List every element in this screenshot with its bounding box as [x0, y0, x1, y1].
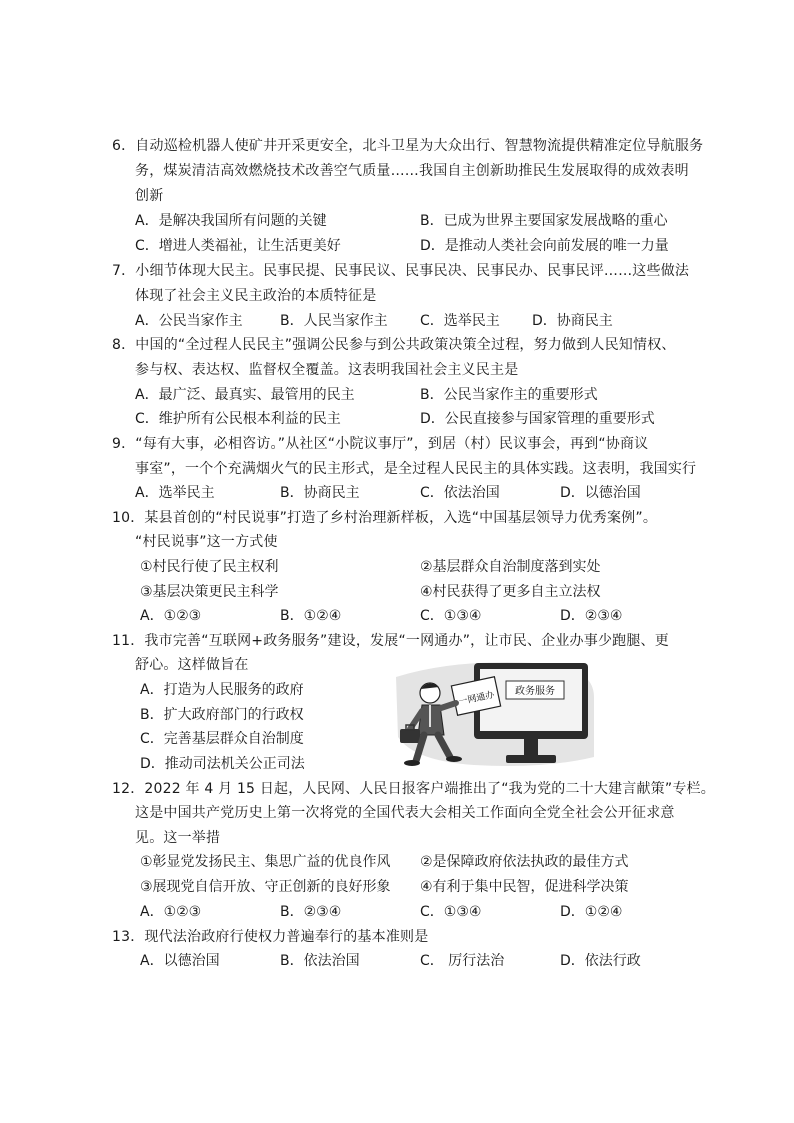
q12-option-c: C．①③④ — [420, 904, 482, 920]
q12-statement-3: ③展现党自信开放、守正创新的良好形象 — [140, 879, 391, 895]
q7-option-d: D．协商民主 — [532, 313, 613, 329]
q11-option-d: D．推动司法机关公正司法 — [140, 756, 305, 772]
q9-option-a: A．选举民主 — [135, 485, 215, 501]
q12-statement-4: ④有利于集中民智，促进科学决策 — [420, 879, 629, 895]
q9-option-c: C．依法治国 — [420, 485, 500, 501]
q13-option-a: A．以德治国 — [140, 953, 220, 969]
q8-option-b: B．公民当家作主的重要形式 — [420, 387, 598, 403]
q6-stem-line3: 创新 — [135, 188, 164, 204]
q12-statement-1: ①彰显党发扬民主、集思广益的优良作风 — [140, 854, 391, 870]
q10-statement-4: ④村民获得了更多自主立法权 — [420, 584, 601, 600]
q11-option-b: B．扩大政府部门的行政权 — [140, 707, 304, 723]
q11-stem-line1: 11．我市完善“互联网+政务服务”建设，发展“一网通办”，让市民、企业办事少跑腿、更 — [112, 633, 669, 649]
q8-stem-line2: 参与权、表达权、监督权全覆盖。这表明我国社会主义民主是 — [135, 362, 519, 378]
q7-stem-line1: 7．小细节体现大民主。民事民提、民事民议、民事民决、民事民办、民事民评……这些做法 — [112, 263, 690, 279]
q6-option-a: A．是解决我国所有问题的关键 — [135, 213, 327, 229]
q10-statement-2: ②基层群众自治制度落到实处 — [420, 559, 601, 575]
q7-option-b: B．人民当家作主 — [280, 313, 388, 329]
q9-stem-line1: 9．“每有大事，必相咨访。”从社区“小院议事厅”，到居（村）民议事会，再到“协商议 — [112, 436, 649, 452]
monitor-base — [506, 755, 556, 763]
monitor-stand — [524, 739, 538, 757]
q6-option-c: C．增进人类福祉，让生活更美好 — [135, 238, 341, 254]
q6-option-d: D．是推动人类社会向前发展的唯一力量 — [420, 238, 669, 254]
screen-text: 政务服务 — [515, 686, 555, 697]
q12-option-b: B．②③④ — [280, 904, 342, 920]
q6-option-b: B．已成为世界主要国家发展战略的重心 — [420, 213, 668, 229]
q6-stem-line2: 务，煤炭清洁高效燃烧技术改善空气质量……我国自主创新助推民生发展取得的成效表明 — [135, 163, 689, 179]
q12-stem-line3: 见。这一举措 — [135, 830, 221, 846]
q12-stem-line1: 12．2022 年 4 月 15 日起，人民网、人民日报客户端推出了“我为党的二十大建言献策”专栏。 — [112, 781, 715, 797]
q12-option-a: A．①②③ — [140, 904, 202, 920]
q11-stem-line2: 舒心。这样做旨在 — [135, 657, 249, 673]
q10-option-d: D．②③④ — [560, 608, 623, 624]
q8-option-a: A．最广泛、最真实、最管用的民主 — [135, 387, 355, 403]
q12-statement-2: ②是保障政府依法执政的最佳方式 — [420, 854, 629, 870]
q10-option-a: A．①②③ — [140, 608, 202, 624]
q12-option-d: D．①②④ — [560, 904, 623, 920]
q13-option-d: D．依法行政 — [560, 953, 641, 969]
q8-stem-line1: 8．中国的“全过程人民民主”强调公民参与到公共政策决策全过程，努力做到人民知情权、 — [112, 337, 676, 353]
q9-option-b: B．协商民主 — [280, 485, 360, 501]
q8-option-c: C．维护所有公民根本利益的民主 — [135, 411, 341, 427]
q10-stem-line1: 10．某县首创的“村民说事”打造了乡村治理新样板，入选“中国基层领导力优秀案例”。 — [112, 510, 658, 526]
q9-option-d: D．以德治国 — [560, 485, 641, 501]
q10-stem-line2: “村民说事”这一方式使 — [135, 534, 278, 550]
q13-stem-line1: 13．现代法治政府行使权力普遍奉行的基本准则是 — [112, 929, 429, 945]
q11-option-a: A．打造为人民服务的政府 — [140, 682, 304, 698]
q10-option-c: C．①③④ — [420, 608, 482, 624]
q8-option-d: D．公民直接参与国家管理的重要形式 — [420, 411, 655, 427]
q11-illustration — [394, 657, 596, 773]
q6-stem-line1: 6．自动巡检机器人使矿井开采更安全，北斗卫星为大众出行、智慧物流提供精准定位导航服务 — [112, 138, 704, 154]
q13-option-c: C． 厉行法治 — [420, 953, 505, 969]
q10-option-b: B．①②④ — [280, 608, 342, 624]
q13-option-b: B．依法治国 — [280, 953, 360, 969]
sign-text: 一网通办 — [457, 690, 496, 708]
q7-stem-line2: 体现了社会主义民主政治的本质特征是 — [135, 288, 377, 304]
q10-statement-3: ③基层决策更民主科学 — [140, 584, 279, 600]
q7-option-a: A．公民当家作主 — [135, 313, 243, 329]
q9-stem-line2: 事室”，一个个充满烟火气的民主形式，是全过程人民民主的具体实践。这表明，我国实行 — [135, 461, 697, 477]
q11-option-c: C．完善基层群众自治制度 — [140, 731, 304, 747]
briefcase-icon — [400, 729, 420, 743]
q10-statement-1: ①村民行使了民主权利 — [140, 559, 279, 575]
q12-stem-line2: 这是中国共产党历史上第一次将党的全国代表大会相关工作面向全党全社会公开征求意 — [135, 805, 675, 821]
q7-option-c: C．选举民主 — [420, 313, 500, 329]
